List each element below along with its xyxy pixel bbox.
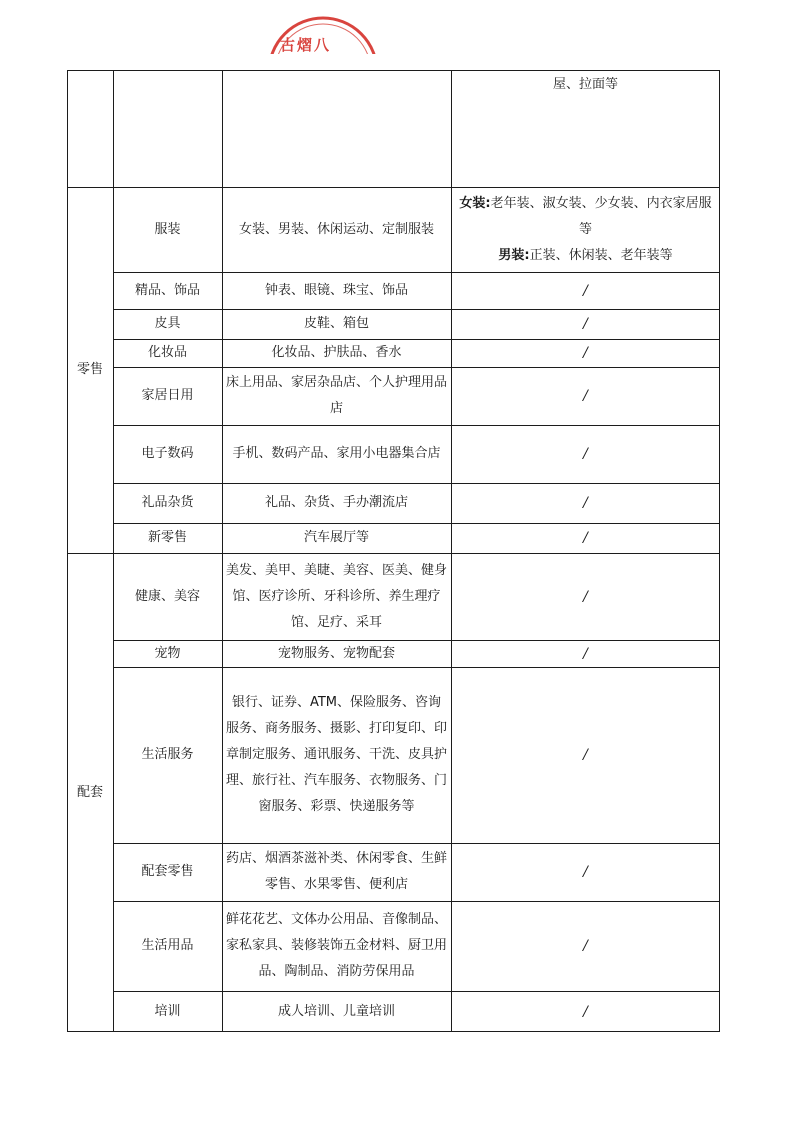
notes-cell: / (583, 446, 588, 462)
notes-cell: / (583, 1003, 588, 1020)
category-cell: 生活用品 (141, 938, 194, 953)
category-cell: 新零售 (147, 530, 187, 545)
category-cell: 健康、美容 (134, 588, 200, 604)
store-types-cell: 皮鞋、箱包 (303, 316, 369, 331)
category-cell: 礼品杂货 (141, 495, 194, 510)
store-types-cell: 礼品、杂货、手办潮流店 (264, 495, 408, 510)
store-category-table (67, 70, 720, 1032)
seal-text: 古熠八 (280, 36, 332, 54)
notes-line (455, 191, 716, 243)
category-cell: 配套零售 (141, 864, 194, 879)
notes-cell: / (583, 316, 588, 332)
notes-cell: / (583, 864, 588, 880)
category-cell: 家居日用 (141, 388, 194, 403)
category-cell: 宠物 (154, 645, 181, 661)
notes-cell: / (583, 938, 588, 954)
notes-cell: / (583, 530, 588, 546)
notes-line-label: 男装: (498, 247, 530, 263)
notes-cell: / (583, 345, 588, 361)
section-label: 零售 (76, 362, 103, 377)
section-label: 配套 (76, 784, 103, 800)
category-cell: 皮具 (154, 316, 181, 331)
category-cell: 生活服务 (141, 747, 194, 762)
red-seal-stamp (258, 14, 388, 54)
store-types-cell: 化妆品、护肤品、香水 (271, 345, 402, 360)
notes-cell: / (583, 282, 588, 299)
store-types-cell: 药店、烟酒茶滋补类、休闲零食、生鲜零售、水果零售、便利店 (226, 851, 448, 892)
category-cell: 精品、饰品 (134, 282, 200, 298)
store-types-cell: 手机、数码产品、家用小电器集合店 (232, 446, 441, 461)
notes-line-text: 正装、休闲装、老年装等 (529, 247, 673, 263)
notes-cell: / (583, 645, 588, 662)
category-cell: 培训 (154, 1003, 181, 1019)
store-types-cell: 成人培训、儿童培训 (277, 1003, 395, 1019)
notes-cell: / (583, 747, 588, 763)
notes-cell: / (583, 588, 588, 605)
store-types-cell: 银行、证券、ATM、保险服务、咨询服务、商务服务、摄影、打印复印、印章制定服务、通讯服务、干洗、皮具护理、旅行社、汽车服务、衣物服务、门窗服务、彩票、快递服务等 (226, 695, 448, 814)
category-cell: 化妆品 (147, 345, 187, 360)
notes-cell-continued: 屋、拉面等 (552, 77, 618, 92)
category-cell: 电子数码 (141, 446, 194, 461)
store-types-cell: 美发、美甲、美睫、美容、医美、健身馆、医疗诊所、牙科诊所、养生理疗馆、足疗、采耳 (226, 562, 448, 630)
notes-cell: / (583, 495, 588, 511)
store-types-cell: 钟表、眼镜、珠宝、饰品 (264, 282, 408, 298)
notes-line-label: 女装: (459, 195, 491, 211)
store-types-cell: 鲜花花艺、文体办公用品、音像制品、家私家具、装修装饰五金材料、厨卫用品、陶制品、消防劳保用品 (226, 912, 448, 979)
category-cell: 服装 (154, 221, 181, 237)
notes-line (498, 243, 672, 269)
store-types-cell: 女装、男装、休闲运动、定制服装 (238, 221, 434, 237)
store-types-cell: 汽车展厅等 (303, 530, 369, 545)
notes-line-text: 老年装、淑女装、少女装、内衣家居服等 (490, 195, 712, 237)
store-types-cell: 床上用品、家居杂品店、个人护理用品店 (226, 375, 448, 416)
notes-cell: / (583, 388, 588, 404)
store-types-cell: 宠物服务、宠物配套 (277, 645, 395, 661)
notes-cell (451, 187, 720, 272)
